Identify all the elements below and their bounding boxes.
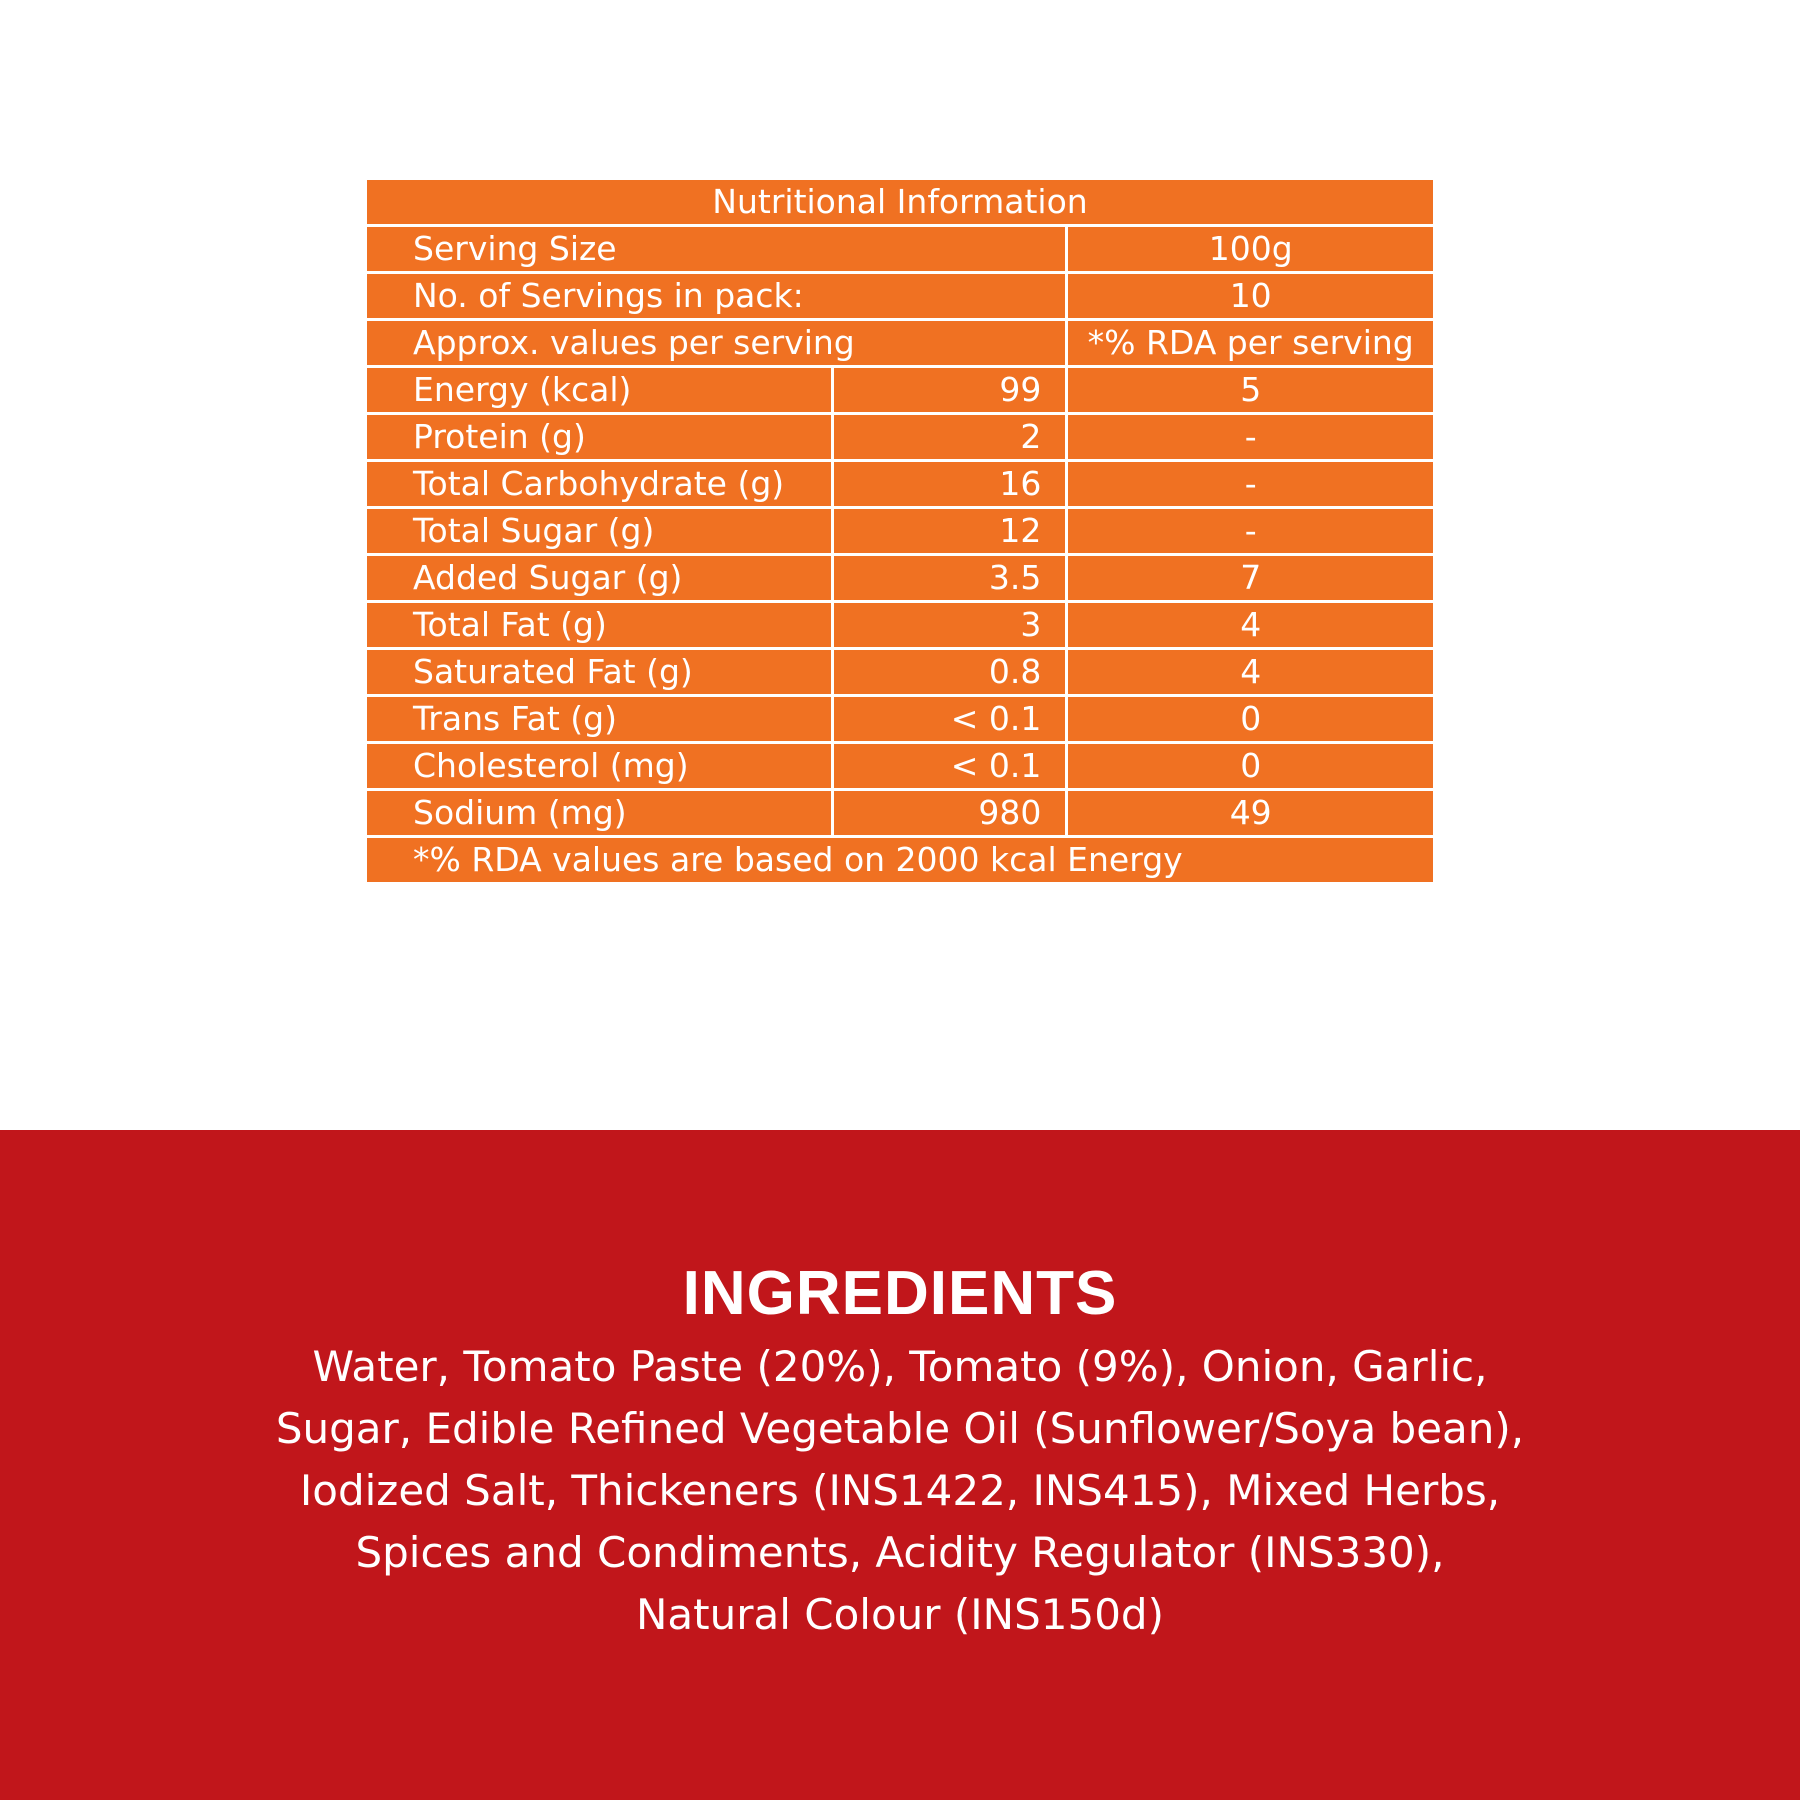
servings-row — [367, 273, 1433, 320]
nutrient-name: Total Fat (g) — [367, 602, 833, 649]
table-row — [367, 696, 1433, 743]
nutrient-name: Saturated Fat (g) — [367, 649, 833, 696]
nutrient-rda: 4 — [1067, 602, 1433, 649]
servings-label: No. of Servings in pack: — [367, 273, 1067, 320]
table-row — [367, 602, 1433, 649]
nutrient-value: 2 — [833, 414, 1067, 461]
table-row — [367, 649, 1433, 696]
nutrient-rda: - — [1067, 461, 1433, 508]
nutrient-name: Cholesterol (mg) — [367, 743, 833, 790]
nutrient-rda: - — [1067, 508, 1433, 555]
table-row — [367, 461, 1433, 508]
serving-size-row — [367, 226, 1433, 273]
nutrient-value: 0.8 — [833, 649, 1067, 696]
nutrient-name: Sodium (mg) — [367, 790, 833, 837]
ingredients-line: Sugar, Edible Refined Vegetable Oil (Sunflower/Soya bean), — [275, 1404, 1525, 1453]
ingredients-line: Water, Tomato Paste (20%), Tomato (9%), Onion, Garlic, — [312, 1342, 1488, 1391]
nutrient-name: Energy (kcal) — [367, 367, 833, 414]
rda-footnote: *% RDA values are based on 2000 kcal Energy — [367, 837, 1433, 883]
nutrient-rda: - — [1067, 414, 1433, 461]
servings-value: 10 — [1067, 273, 1433, 320]
approx-header-row — [367, 320, 1433, 367]
rda-header: *% RDA per serving — [1067, 320, 1433, 367]
ingredients-line: Spices and Condiments, Acidity Regulator (INS330), — [355, 1528, 1445, 1577]
table-title-row — [367, 180, 1433, 226]
nutrient-value: 3.5 — [833, 555, 1067, 602]
nutrient-name: Added Sugar (g) — [367, 555, 833, 602]
table-row — [367, 508, 1433, 555]
ingredients-section — [0, 1130, 1800, 1800]
footnote-row — [367, 837, 1433, 883]
nutrient-value: 16 — [833, 461, 1067, 508]
nutrient-name: Trans Fat (g) — [367, 696, 833, 743]
nutrient-rda: 7 — [1067, 555, 1433, 602]
ingredients-line: Iodized Salt, Thickeners (INS1422, INS415), Mixed Herbs, — [299, 1466, 1501, 1515]
nutrient-value: 99 — [833, 367, 1067, 414]
table-row — [367, 414, 1433, 461]
nutrient-rda: 0 — [1067, 743, 1433, 790]
nutrition-table — [367, 180, 1433, 882]
nutrient-rda: 0 — [1067, 696, 1433, 743]
table-row — [367, 367, 1433, 414]
nutrient-value: < 0.1 — [833, 743, 1067, 790]
nutrient-value: 12 — [833, 508, 1067, 555]
approx-label: Approx. values per serving — [367, 320, 1067, 367]
table-row — [367, 743, 1433, 790]
ingredients-title: INGREDIENTS — [682, 1259, 1118, 1328]
ingredients-text — [150, 1336, 1650, 1646]
nutrient-rda: 5 — [1067, 367, 1433, 414]
serving-size-label: Serving Size — [367, 226, 1067, 273]
nutrient-name: Total Carbohydrate (g) — [367, 461, 833, 508]
table-row — [367, 555, 1433, 602]
table-title: Nutritional Information — [367, 180, 1433, 226]
ingredients-line: Natural Colour (INS150d) — [636, 1590, 1164, 1639]
nutrient-value: < 0.1 — [833, 696, 1067, 743]
nutrient-value: 980 — [833, 790, 1067, 837]
nutrient-name: Total Sugar (g) — [367, 508, 833, 555]
nutrient-rda: 4 — [1067, 649, 1433, 696]
nutrient-value: 3 — [833, 602, 1067, 649]
serving-size-value: 100g — [1067, 226, 1433, 273]
nutrient-name: Protein (g) — [367, 414, 833, 461]
nutrient-rda: 49 — [1067, 790, 1433, 837]
table-row — [367, 790, 1433, 837]
